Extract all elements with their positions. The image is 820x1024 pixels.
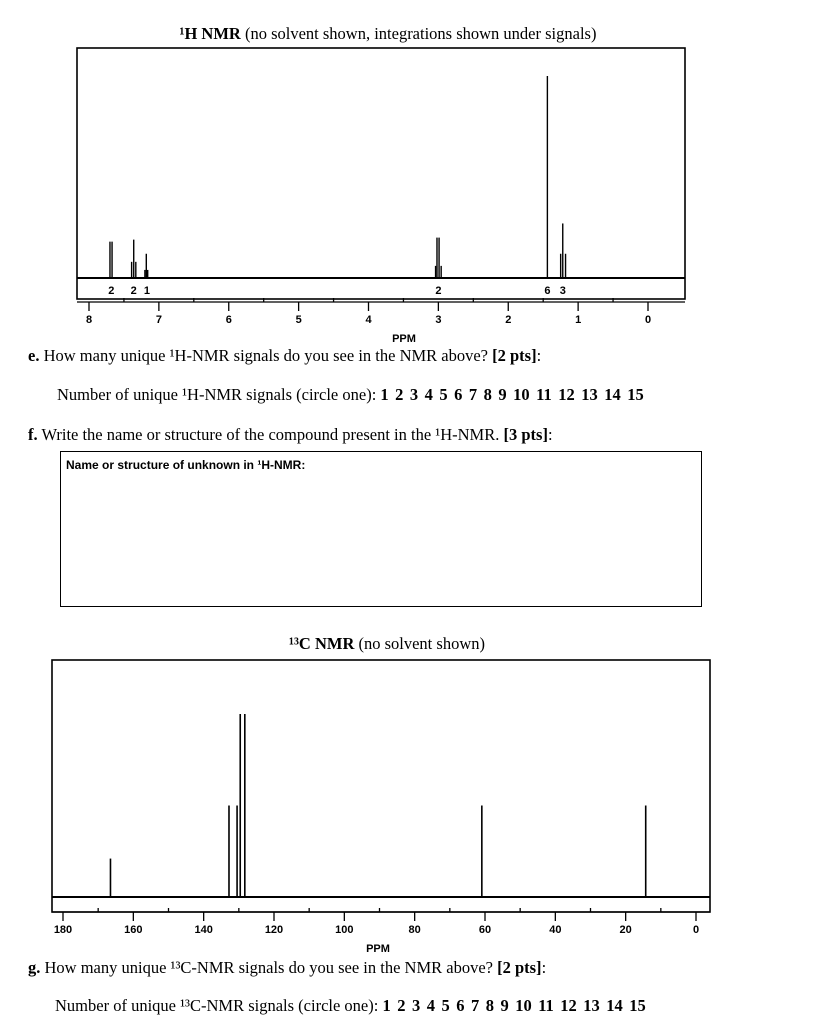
question-g-tail: : <box>541 958 547 977</box>
answer-option-11[interactable]: 11 <box>538 996 554 1015</box>
answer-option-4[interactable]: 4 <box>426 996 435 1015</box>
answer-option-14[interactable]: 14 <box>604 385 621 404</box>
answer-g-prefix: Number of unique ¹³C-NMR signals (circle one): <box>55 996 383 1015</box>
tick-label: 40 <box>549 924 562 936</box>
answer-box-f-label: Name or structure of unknown in ¹H-NMR: <box>66 458 306 472</box>
question-g-text: How many unique ¹³C-NMR signals do you see in the NMR above? <box>40 958 498 977</box>
answer-option-6[interactable]: 6 <box>456 996 465 1015</box>
cnmr-peaks <box>110 714 645 897</box>
tick-label: 5 <box>295 314 302 326</box>
answer-option-9[interactable]: 9 <box>498 385 507 404</box>
question-f <box>28 425 553 445</box>
answer-option-14[interactable]: 14 <box>606 996 623 1015</box>
answer-option-1[interactable]: 1 <box>380 385 389 404</box>
answer-option-15[interactable]: 15 <box>629 996 646 1015</box>
answer-g-line <box>55 996 646 1016</box>
answer-option-13[interactable]: 13 <box>583 996 600 1015</box>
answer-option-7[interactable]: 7 <box>470 996 480 1015</box>
question-e-points: [2 pts] <box>492 346 537 365</box>
answer-box-f[interactable] <box>60 451 702 607</box>
tick-label: 120 <box>264 924 284 936</box>
integration-label: 2 <box>435 285 442 297</box>
hnmr-plot-frame <box>77 48 685 299</box>
answer-option-13[interactable]: 13 <box>581 385 598 404</box>
tick-label: 80 <box>408 924 421 936</box>
answer-option-10[interactable]: 10 <box>515 996 532 1015</box>
hnmr-title-rest: (no solvent shown, integrations shown under signals) <box>240 24 597 43</box>
tick-label: 0 <box>692 924 700 936</box>
answer-option-5[interactable]: 5 <box>441 996 450 1015</box>
question-e <box>28 346 541 366</box>
question-f-tail: : <box>547 425 553 444</box>
integration-label: 6 <box>544 285 551 297</box>
question-f-label: f. <box>28 425 38 444</box>
answer-option-15[interactable]: 15 <box>627 385 644 404</box>
answer-option-3[interactable]: 3 <box>411 996 421 1015</box>
integration-label: 2 <box>108 285 115 297</box>
answer-option-6[interactable]: 6 <box>454 385 463 404</box>
cnmr-x-label: PPM <box>366 943 390 955</box>
answer-g-options <box>382 996 645 1015</box>
tick-label: 60 <box>478 924 492 936</box>
tick-label: 160 <box>124 924 143 936</box>
hnmr-integrations <box>108 285 566 297</box>
answer-option-12[interactable]: 12 <box>558 385 575 404</box>
question-e-text: How many unique ¹H-NMR signals do you see in the NMR above? <box>39 346 493 365</box>
hnmr-x-axis <box>77 298 685 326</box>
answer-option-7[interactable]: 7 <box>468 385 478 404</box>
question-g <box>28 958 546 978</box>
tick-label: 4 <box>365 314 372 326</box>
tick-label: 3 <box>435 314 442 326</box>
tick-label: 100 <box>335 924 354 936</box>
answer-e-line <box>57 385 644 405</box>
answer-option-8[interactable]: 8 <box>485 996 494 1015</box>
question-f-points: [3 pts] <box>503 425 548 444</box>
answer-option-3[interactable]: 3 <box>409 385 419 404</box>
answer-option-4[interactable]: 4 <box>424 385 433 404</box>
answer-option-2[interactable]: 2 <box>397 996 406 1015</box>
tick-label: 0 <box>644 314 652 326</box>
question-f-text: Write the name or structure of the compound present in the ¹H-NMR. <box>37 425 504 444</box>
integration-label: 2 <box>130 285 137 297</box>
answer-option-8[interactable]: 8 <box>483 385 492 404</box>
question-g-label: g. <box>28 958 41 977</box>
cnmr-plot-frame <box>52 660 710 912</box>
question-e-label: e. <box>28 346 40 365</box>
cnmr-title <box>289 634 485 653</box>
answer-option-5[interactable]: 5 <box>439 385 448 404</box>
hnmr-title <box>180 24 597 43</box>
question-e-tail: : <box>536 346 542 365</box>
hnmr-x-label: PPM <box>392 333 416 345</box>
answer-option-1[interactable]: 1 <box>382 996 391 1015</box>
integration-label: 3 <box>559 285 566 297</box>
cnmr-x-axis <box>52 908 710 936</box>
tick-label: 1 <box>575 314 582 326</box>
answer-e-prefix: Number of unique ¹H-NMR signals (circle one): <box>57 385 381 404</box>
answer-e-options <box>380 385 643 404</box>
tick-label: 180 <box>53 924 73 936</box>
tick-label: 20 <box>619 924 632 936</box>
tick-label: 8 <box>85 314 93 326</box>
integration-label: 1 <box>143 285 151 297</box>
hnmr-title-bold: ¹H NMR <box>179 24 241 43</box>
tick-label: 6 <box>225 314 232 326</box>
tick-label: 2 <box>505 314 512 326</box>
hnmr-peaks <box>110 76 566 278</box>
answer-option-2[interactable]: 2 <box>395 385 404 404</box>
answer-option-11[interactable]: 11 <box>536 385 552 404</box>
cnmr-title-rest: (no solvent shown) <box>354 634 485 653</box>
answer-option-9[interactable]: 9 <box>500 996 509 1015</box>
answer-option-12[interactable]: 12 <box>560 996 577 1015</box>
cnmr-title-bold: ¹³C NMR <box>289 634 355 653</box>
tick-label: 140 <box>194 924 213 936</box>
question-g-points: [2 pts] <box>497 958 542 977</box>
answer-option-10[interactable]: 10 <box>513 385 530 404</box>
tick-label: 7 <box>155 314 162 326</box>
